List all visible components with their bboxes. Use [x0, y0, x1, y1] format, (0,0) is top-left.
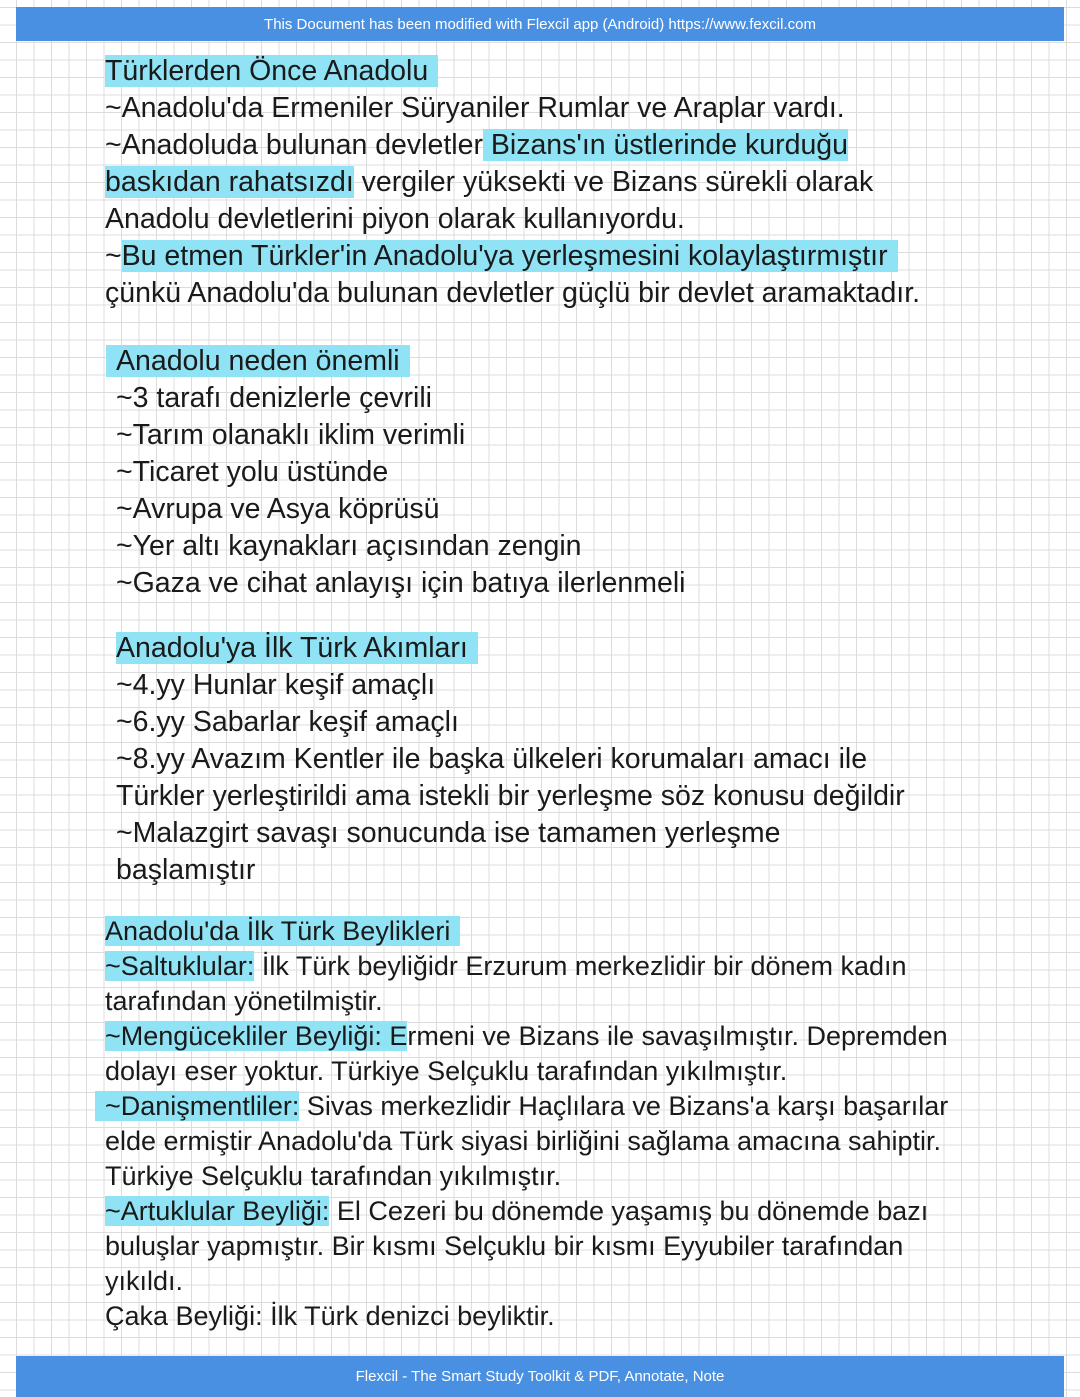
- section1-line-4: Anadolu devletlerini piyon olarak kullanıyordu.: [105, 203, 685, 235]
- section1-line-3-text: vergiler yüksekti ve Bizans sürekli olarak: [353, 166, 874, 198]
- artuklular-label: ~Artuklular Beyliği:: [105, 1196, 330, 1226]
- mengucekliler-label: ~Mengücekliler Beyliği: E: [105, 1021, 408, 1051]
- section3-title-line: [116, 630, 478, 666]
- saltuklular-label: ~Saltuklular:: [105, 951, 255, 981]
- section2-title-line: [106, 343, 410, 379]
- artuklular-line-3: yıkıldı.: [105, 1266, 184, 1296]
- section2-item: ~Yer altı kaynakları açısından zengin: [116, 530, 582, 562]
- section1-line-3: [105, 164, 873, 200]
- section2-item: ~Gaza ve cihat anlayışı için batıya ilerlenmeli: [116, 567, 686, 599]
- section1-line-1: ~Anadolu'da Ermeniler Süryaniler Rumlar ve Araplar vardı.: [105, 92, 845, 124]
- section2-item: ~Ticaret yolu üstünde: [116, 456, 389, 488]
- bottom-banner: [16, 1356, 1064, 1397]
- section3-line: ~6.yy Sabarlar keşif amaçlı: [116, 706, 459, 738]
- section2-item: ~Tarım olanaklı iklim verimli: [116, 419, 466, 451]
- saltuklular-text: İlk Türk beyliğidr Erzurum merkezlidir bir dönem kadın: [254, 951, 907, 981]
- artuklular-line-1: [105, 1193, 928, 1229]
- section1-title-line: [105, 53, 438, 89]
- section2-item: ~Avrupa ve Asya köprüsü: [116, 493, 440, 525]
- mengucekliler-line-1: [105, 1018, 948, 1054]
- section3-line: Türkler yerleştirildi ama istekli bir yerleşme söz konusu değildir: [116, 780, 905, 812]
- mengucekliler-line-2: dolayı eser yoktur. Türkiye Selçuklu tarafından yıkılmıştır.: [105, 1056, 788, 1086]
- section1-line-2-text: ~Anadoluda bulunan devletler: [105, 129, 483, 161]
- section1-line-6: çünkü Anadolu'da bulunan devletler güçlü bir devlet aramaktadır.: [105, 277, 921, 309]
- saltuklular-line-2: tarafından yönetilmiştir.: [105, 986, 383, 1016]
- section1-line-5: [105, 238, 898, 274]
- danismentliler-line-2: elde ermiştir Anadolu'da Türk siyasi birliğini sağlama amacına sahiptir.: [105, 1126, 942, 1156]
- section4-title-line: [105, 913, 460, 949]
- caka-line: Çaka Beyliği: İlk Türk denizci beyliktir.: [105, 1301, 555, 1331]
- section2-title: Anadolu neden önemli: [106, 345, 410, 377]
- bottom-banner-text: Flexcil - The Smart Study Toolkit & PDF, Annotate, Note: [355, 1368, 725, 1385]
- danismentliler-line-3: Türkiye Selçuklu tarafından yıkılmıştır.: [105, 1161, 562, 1191]
- saltuklular-line-1: [105, 948, 907, 984]
- artuklular-text: El Cezeri bu dönemde yaşamış bu dönemde bazı: [329, 1196, 929, 1226]
- section3-line: başlamıştır: [116, 854, 256, 886]
- danismentliler-text: Sivas merkezlidir Haçlılara ve Bizans'a karşı başarılar: [299, 1091, 949, 1121]
- section3-line: ~Malazgirt savaşı sonucunda ise tamamen yerleşme: [116, 817, 781, 849]
- section1-line-5-tilde: ~: [105, 240, 122, 272]
- section3-title: Anadolu'ya İlk Türk Akımları: [116, 632, 478, 664]
- section1-line-5-highlight: Bu etmen Türkler'in Anadolu'ya yerleşmesini kolaylaştırmıştır: [122, 240, 898, 272]
- top-banner-text: This Document has been modified with Flexcil app (Android) https://www.fexcil.com: [264, 15, 816, 33]
- section3-line: ~8.yy Avazım Kentler ile başka ülkeleri korumaları amacı ile: [116, 743, 868, 775]
- section4-title: Anadolu'da İlk Türk Beylikleri: [105, 916, 460, 946]
- section1-line-2-highlight: Bizans'ın üstlerinde kurduğu: [482, 129, 849, 161]
- mengucekliler-text: rmeni ve Bizans ile savaşılmıştır. Depremden: [407, 1021, 948, 1051]
- danismentliler-line-1: [105, 1088, 948, 1124]
- section1-line-3-highlight: baskıdan rahatsızdı: [105, 166, 354, 198]
- section2-item: ~3 tarafı denizlerle çevrili: [116, 382, 433, 414]
- artuklular-line-2: buluşlar yapmıştır. Bir kısmı Selçuklu bir kısmı Eyyubiler tarafından: [105, 1231, 904, 1261]
- section1-line-2: [105, 127, 848, 163]
- danismentliler-label: ~Danişmentliler:: [95, 1091, 299, 1121]
- section3-line: ~4.yy Hunlar keşif amaçlı: [116, 669, 436, 701]
- section1-title: Türklerden Önce Anadolu: [105, 55, 438, 87]
